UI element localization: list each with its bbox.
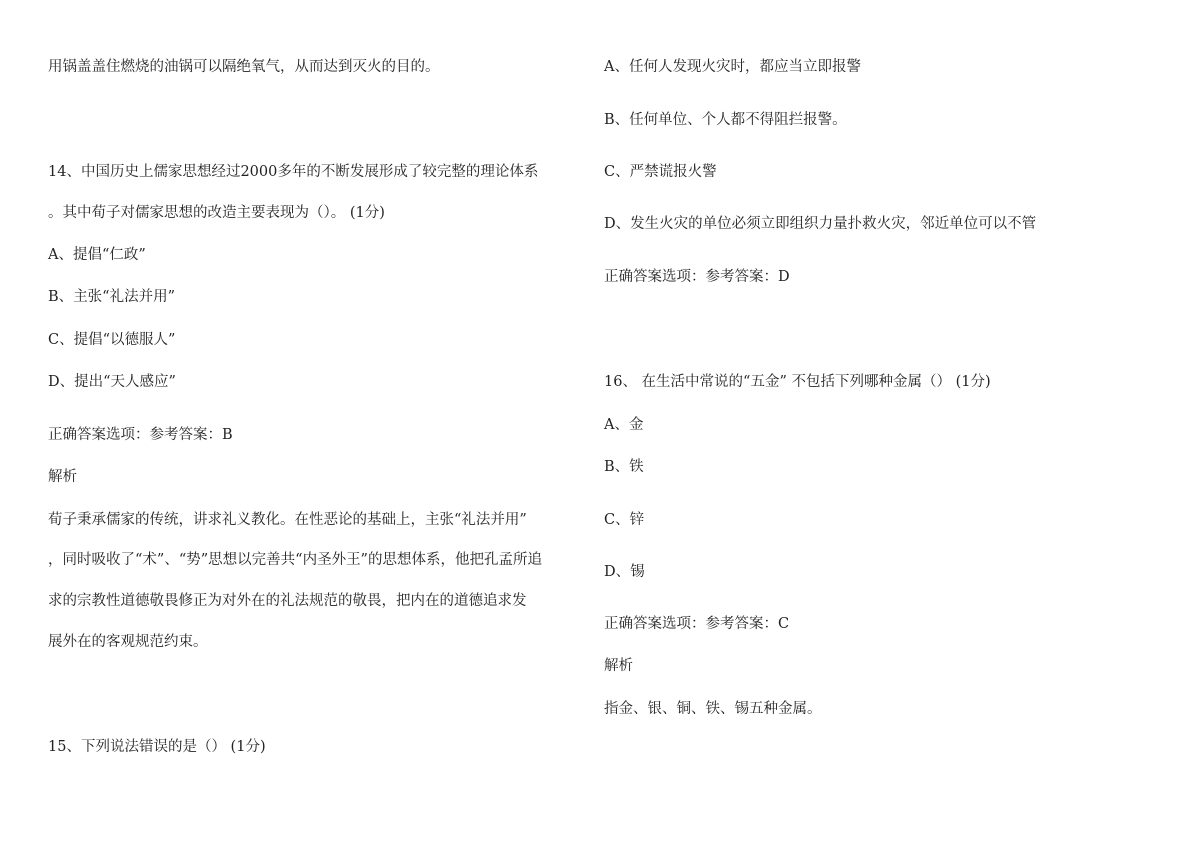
q14-stem-line-2: 。其中荀子对儒家思想的改造主要表现为（）。 (1分) [48, 205, 385, 221]
q14-option-a: A、提倡“仁政” [48, 247, 146, 263]
intro-text: 用锅盖盖住燃烧的油锅可以隔绝氧气，从而达到灭火的目的。 [48, 59, 440, 75]
q14-analysis-label: 解析 [48, 469, 77, 485]
q16-analysis-label: 解析 [604, 658, 633, 674]
q14-analysis-line-3: 求的宗教性道德敬畏修正为对外在的礼法规范的敬畏，把内在的道德追求发 [48, 593, 527, 609]
q15-option-d: D、发生火灾的单位必须立即组织力量扑救火灾，邻近单位可以不管 [604, 216, 1037, 232]
q14-analysis-line-2: ，同时吸收了“术”、“势”思想以完善共“内圣外王”的思想体系，他把孔孟所追 [48, 552, 542, 568]
q14-answer: 正确答案选项：参考答案：B [48, 427, 233, 443]
q15-stem: 15、下列说法错误的是（） (1分) [48, 739, 266, 755]
q16-option-b: B、铁 [604, 459, 644, 475]
q15-option-c: C、严禁谎报火警 [604, 164, 717, 180]
q15-answer: 正确答案选项：参考答案：D [604, 269, 790, 285]
q14-analysis-line-1: 荀子秉承儒家的传统，讲求礼义教化。在性恶论的基础上，主张“礼法并用” [48, 512, 527, 528]
q16-option-c: C、锌 [604, 512, 645, 528]
q16-analysis-text: 指金、银、铜、铁、锡五种金属。 [604, 701, 822, 717]
q16-answer: 正确答案选项：参考答案：C [604, 616, 790, 632]
q14-option-c: C、提倡“以德服人” [48, 332, 176, 348]
q15-option-a: A、任何人发现火灾时，都应当立即报警 [604, 59, 861, 75]
q14-analysis-line-4: 展外在的客观规范约束。 [48, 634, 208, 650]
q14-stem-line-1: 14、中国历史上儒家思想经过2000多年的不断发展形成了较完整的理论体系 [48, 164, 539, 180]
q14-option-d: D、提出“天人感应” [48, 374, 176, 390]
q15-option-b: B、任何单位、个人都不得阻拦报警。 [604, 112, 847, 128]
q16-stem: 16、 在生活中常说的“五金” 不包括下列哪种金属（） (1分) [604, 374, 991, 390]
q16-option-a: A、金 [604, 417, 644, 433]
q14-option-b: B、主张“礼法并用” [48, 289, 175, 305]
q16-option-d: D、锡 [604, 564, 645, 580]
